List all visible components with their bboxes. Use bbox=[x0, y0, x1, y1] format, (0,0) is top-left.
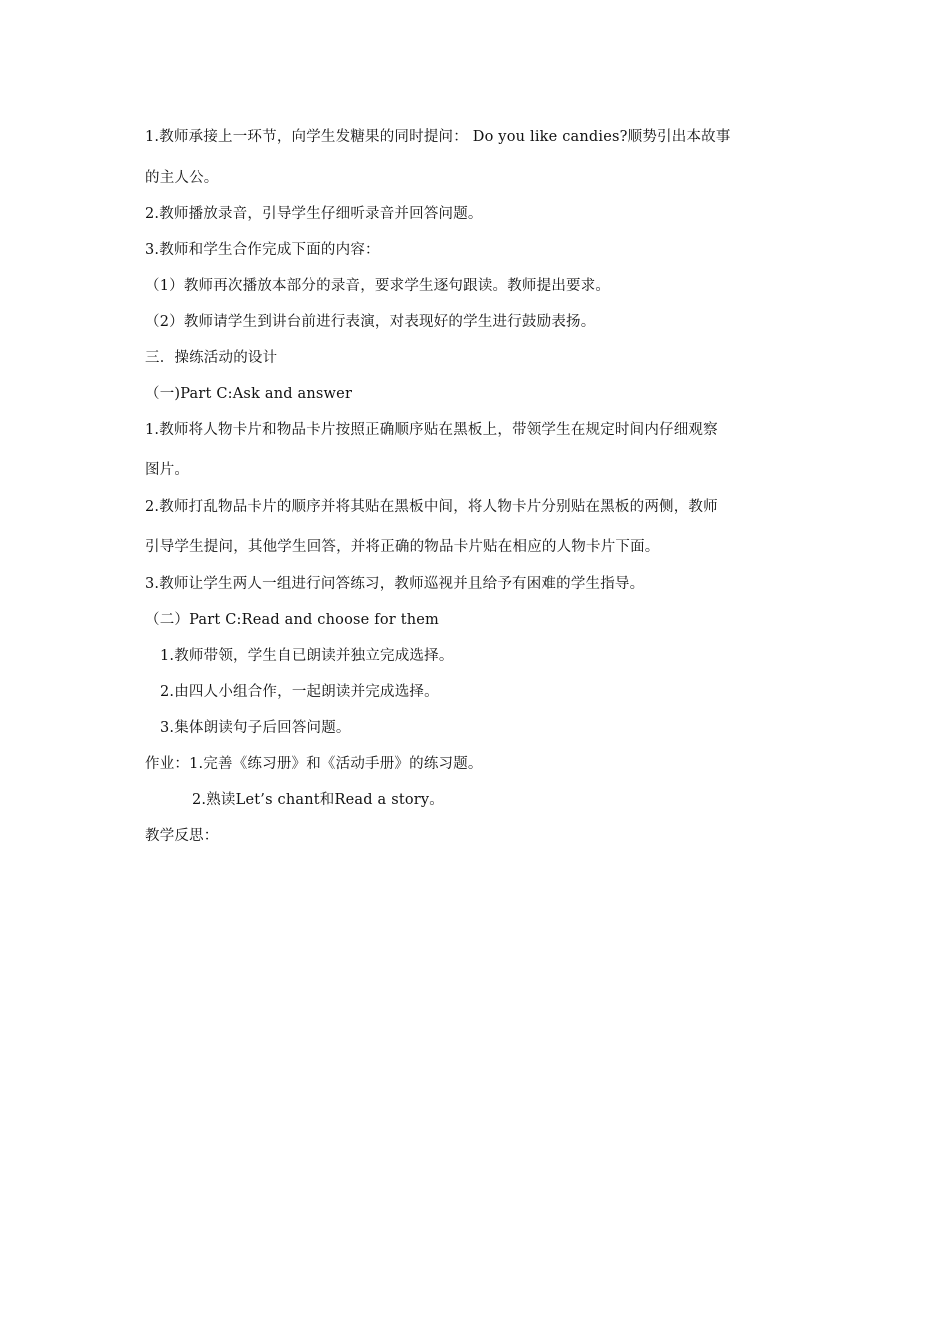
homework-line: 2.熟读Let’s chant和Read a story。 bbox=[192, 792, 445, 808]
section-heading: 三．操练活动的设计 bbox=[145, 350, 278, 366]
text-line: （1）教师再次播放本部分的录音，要求学生逐句跟读。教师提出要求。 bbox=[145, 278, 611, 294]
reflection-heading: 教学反思： bbox=[145, 828, 219, 844]
text-line: 2.教师打乱物品卡片的顺序并将其贴在黑板中间，将人物卡片分别贴在黑板的两侧，教师 bbox=[145, 499, 718, 515]
text-line: 1.教师将人物卡片和物品卡片按照正确顺序贴在黑板上，带领学生在规定时间内仔细观察 bbox=[145, 422, 718, 438]
text-line: 3.教师让学生两人一组进行问答练习，教师巡视并且给予有困难的学生指导。 bbox=[145, 576, 645, 592]
text-line: 1.教师带领，学生自已朗读并独立完成选择。 bbox=[160, 648, 454, 664]
text-line: 的主人公。 bbox=[145, 170, 219, 186]
text-line: 3.教师和学生合作完成下面的内容： bbox=[145, 242, 380, 258]
homework-line: 作业：1.完善《练习册》和《活动手册》的练习题。 bbox=[145, 756, 483, 772]
text-line: 2.由四人小组合作，一起朗读并完成选择。 bbox=[160, 684, 439, 700]
text-line: 1.教师承接上一环节，向学生发糖果的同时提问： Do you like candies?顺势引出本故事 bbox=[145, 129, 731, 145]
text-line: 3.集体朗读句子后回答问题。 bbox=[160, 720, 351, 736]
text-line: 引导学生提问，其他学生回答，并将正确的物品卡片贴在相应的人物卡片下面。 bbox=[145, 539, 660, 555]
subsection-heading: （二）Part C:Read and choose for them bbox=[145, 612, 439, 628]
text-line: （2）教师请学生到讲台前进行表演，对表现好的学生进行鼓励表扬。 bbox=[145, 314, 596, 330]
text-line: 图片。 bbox=[145, 462, 190, 478]
text-line: 2.教师播放录音，引导学生仔细听录音并回答问题。 bbox=[145, 206, 483, 222]
subsection-heading: （一)Part C:Ask and answer bbox=[145, 386, 353, 402]
